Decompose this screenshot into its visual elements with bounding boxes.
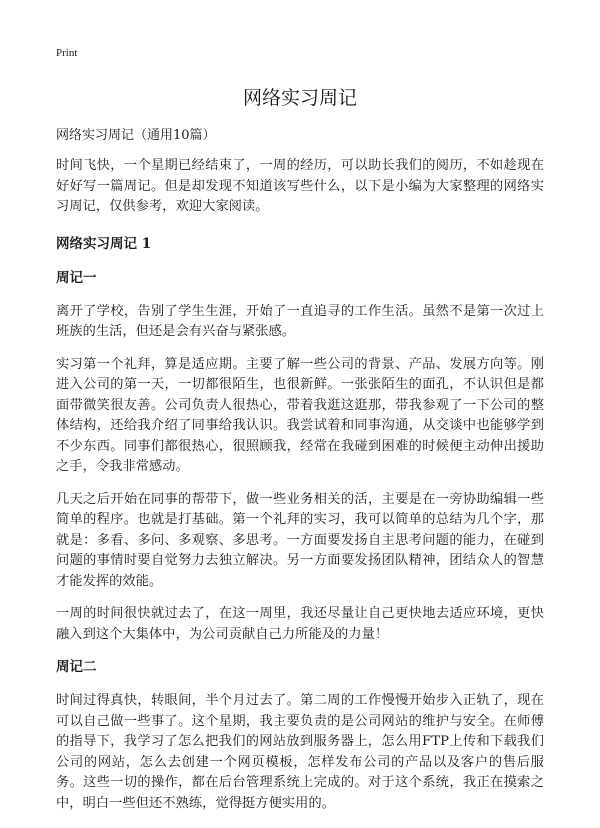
- week1-paragraph: 几天之后开始在同事的帮带下，做一些业务相关的活，主要是在一旁协助编辑一些简单的程序。也就是打基础。第一个礼拜的实习，我可以简单的总结为几个字，那就是：多看、多问、多观察、多思考。一方面要发扬自主思考问题的能力，在碰到问题的事情时要自觉努力去独立解决。另一方面要发扬团队精神，团结众人的智慧才能发挥的效能。: [56, 491, 544, 589]
- print-link[interactable]: Print: [56, 47, 78, 59]
- week2-paragraph: 时间过得真快，转眼间，半个月过去了。第二周的工作慢慢开始步入正轨了，现在可以自己做一些事了。这个星期，我主要负责的是公司网站的维护与安全。在师傅的指导下，我学习了怎么把我们的网站放到服务器上，怎么用FTP上传和下载我们公司的网站，怎么去创建一个网页模板，怎样发布公司的产品以及客户的售后服务。这些一切的操作，都在后台管理系统上完成的。对于这个系统，我正在摸索之中，明白一些但还不熟练，觉得挺方便实用的。: [56, 693, 544, 811]
- section-heading: 网络实习周记 1: [56, 235, 152, 252]
- week1-paragraph: 离开了学校，告别了学生生涯，开始了一直追寻的工作生活。虽然不是第一次过上班族的生活，但还是会有兴奋与紧张感。: [56, 303, 544, 339]
- document-title: 网络实习周记: [242, 87, 357, 109]
- week1-paragraph: 实习第一个礼拜，算是适应期。主要了解一些公司的背景、产品、发展方向等。刚进入公司的第一天，一切都很陌生，也很新鲜。一张张陌生的面孔，不认识但是都面带微笑很友善。公司负责人很热心，带着我逛这逛那，带我参观了一下公司的整体结构，还给我介绍了同事给我认识。我尝试着和同事沟通，从交谈中也能够学到不少东西。同事们都很热心，很照顾我，经常在我碰到困难的时候便主动伸出援助之手，令我非常感动。: [56, 356, 544, 474]
- week2-heading: 周记二: [56, 659, 97, 675]
- document-subtitle: 网络实习周记（通用10篇）: [56, 128, 216, 143]
- week1-paragraph: 一周的时间很快就过去了，在这一周里，我还尽量让自己更快地去适应环境，更快融入到这个大集体中，为公司贡献自己力所能及的力量！: [56, 606, 544, 642]
- intro-paragraph: 时间飞快，一个星期已经结束了，一周的经历，可以助长我们的阅历，不如趁现在好好写一篇周记。但是却发现不知道该写些什么，以下是小编为大家整理的网络实习周记，仅供参考，欢迎大家阅读。: [56, 158, 544, 214]
- week1-heading: 周记一: [56, 269, 97, 286]
